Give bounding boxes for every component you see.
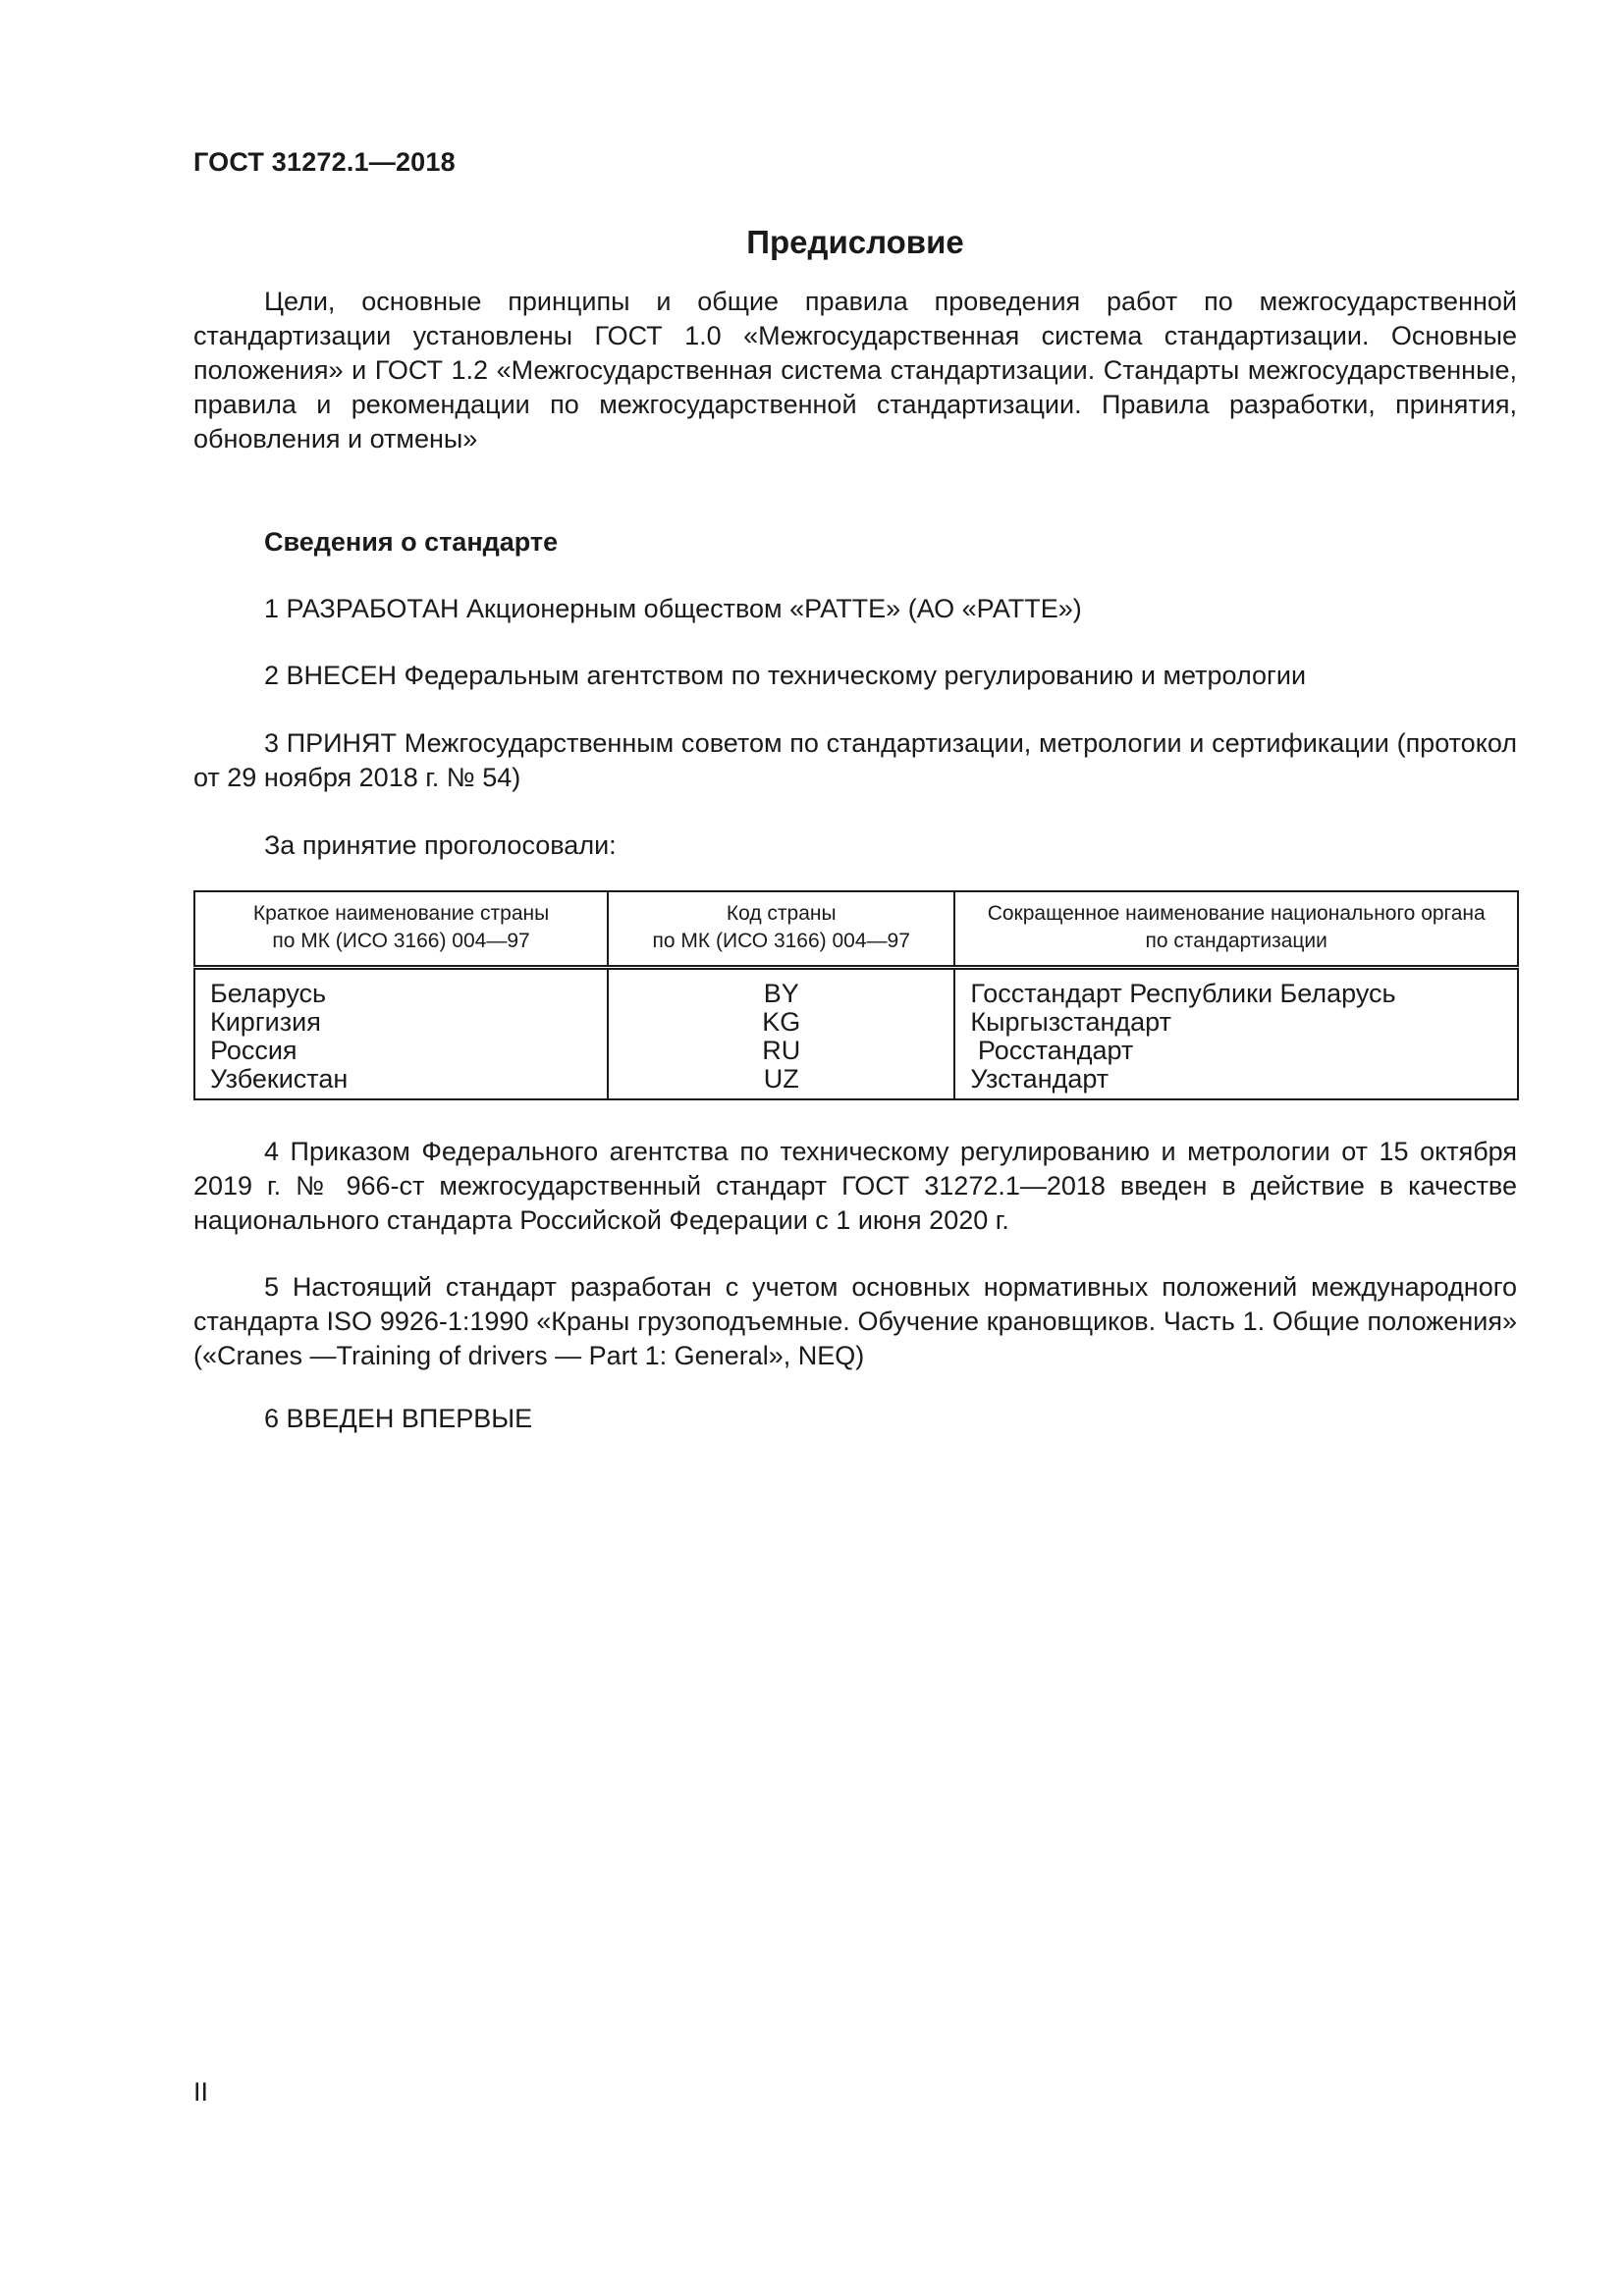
item-6: 6 ВВЕДЕН ВПЕРВЫЕ: [264, 1404, 533, 1433]
info-heading: Сведения о стандарте: [264, 527, 559, 557]
code-cell: BY KG RU UZ: [608, 968, 954, 1100]
page-number: II: [193, 2077, 209, 2107]
document-header: ГОСТ 31272.1—2018: [193, 147, 456, 177]
item-1: 1 РАЗРАБОТАН Акционерным обществом «РАТТЕ» (АО «РАТТЕ»): [264, 594, 1082, 623]
item-4: 4 Приказом Федерального агентства по техническому регулированию и метрологии от 15 октября 2019 г. № 966-ст межгосударственный стандарт ГОСТ 31272.1—2018 введен в действие в качестве национального стандарта Российской Федерации с 1 июня 2020 г.: [193, 1137, 1517, 1235]
item-5: 5 Настоящий стандарт разработан с учетом основных нормативных положений международного стандарта ISO 9926-1:1990 «Краны грузоподъемные. Обучение крановщиков. Часть 1. Общие положения» («Cranes —Training of drivers — Part 1: General», NEQ): [193, 1272, 1517, 1370]
item-2: 2 ВНЕСЕН Федеральным агентством по техническому регулированию и метрологии: [264, 661, 1307, 690]
column-header-country: Краткое наименование страны по МК (ИСО 3166) 004—97: [194, 891, 608, 968]
country-cell: Беларусь Киргизия Россия Узбекистан: [194, 968, 608, 1100]
column-header-code: Код страны по МК (ИСО 3166) 004—97: [608, 891, 954, 968]
voting-intro: За принятие проголосовали:: [264, 830, 617, 860]
intro-paragraph: Цели, основные принципы и общие правила проведения работ по межгосударственной стандартизации установлены ГОСТ 1.0 «Межгосударственная система стандартизации. Основные положения» и ГОСТ 1.2 «Межгосударственная система стандартизации. Стандарты межгосударственные, правила и рекомендации по межгосударственной стандартизации. Правила разработки, принятия, обновления и отмены»: [193, 287, 1517, 454]
table-header-row: [194, 891, 1518, 968]
table-row: [194, 968, 1518, 1100]
item-3: 3 ПРИНЯТ Межгосударственным советом по стандартизации, метрологии и сертификации (протокол от 29 ноября 2018 г. № 54): [193, 728, 1517, 792]
column-header-body: Сокращенное наименование национального органа по стандартизации: [954, 891, 1518, 968]
page-title: Предисловие: [746, 224, 964, 260]
body-cell: Госстандарт Республики Беларусь Кыргызстандарт Росстандарт Узстандарт: [954, 968, 1518, 1100]
voting-table: [193, 890, 1519, 1100]
